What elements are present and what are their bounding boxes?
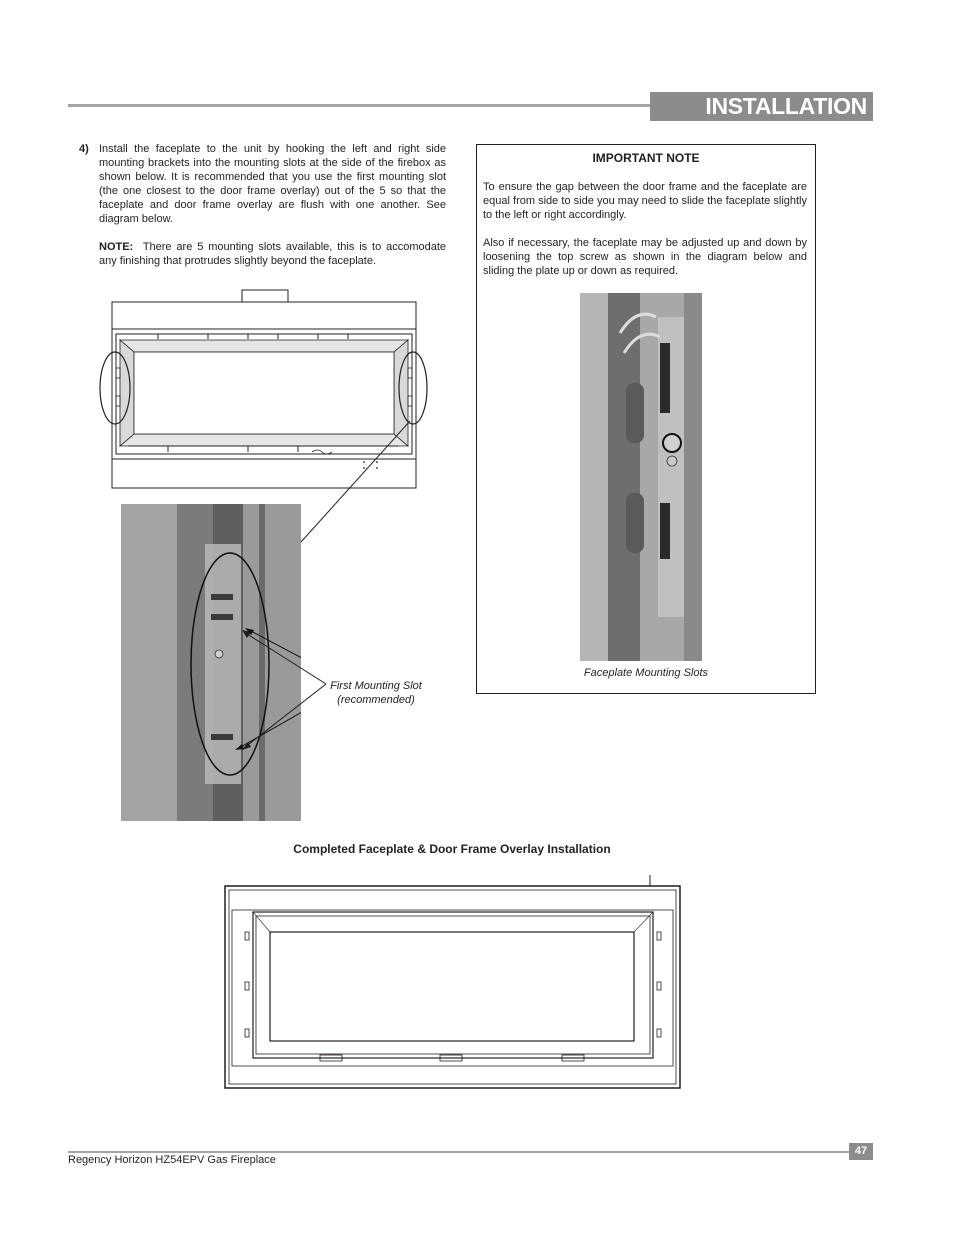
important-note-para1: To ensure the gap between the door frame and the faceplate are equal from side to side you may need to slide the faceplate slightly to the left or right accordingly. xyxy=(483,181,807,221)
important-note-title: IMPORTANT NOTE xyxy=(592,151,700,165)
step-note xyxy=(99,240,446,268)
note-label: NOTE: xyxy=(99,241,134,253)
photo-caption: Faceplate Mounting Slots xyxy=(583,667,709,679)
footer-rule xyxy=(68,1151,849,1153)
important-note-box xyxy=(476,144,816,694)
completed-caption: Completed Faceplate & Door Frame Overlay Installation xyxy=(293,842,611,856)
callout-line2: (recommended) xyxy=(337,694,415,706)
step-text: Install the faceplate to the unit by hooking the left and right side mounting brackets into the mounting slots at the side of the firebox as shown below. It is recommended that you use the first mounting slot (the one closest to the door frame overlay) out of the 5 so that the faceplate and door frame overlay are flush with one another. See diagram below. xyxy=(99,143,446,225)
footer-product-name: Regency Horizon HZ54EPV Gas Fireplace xyxy=(68,1154,276,1166)
header-rule xyxy=(68,104,652,107)
note-text: There are 5 mounting slots available, this is to accomodate any finishing that protrudes slightly beyond the faceplate. xyxy=(99,241,447,267)
callout-label xyxy=(318,679,434,707)
callout-line1: First Mounting Slot xyxy=(330,680,422,692)
page-number: 47 xyxy=(849,1143,873,1160)
completed-faceplate-diagram xyxy=(222,872,684,1092)
faceplate-slots-photo xyxy=(580,293,702,661)
step-4 xyxy=(79,142,446,268)
callout-arrows xyxy=(240,620,330,760)
important-note-para2: Also if necessary, the faceplate may be adjusted up and down by loosening the top screw as shown in the diagram below and sliding the plate up or down as required. xyxy=(483,237,807,277)
step-number: 4) xyxy=(79,143,89,155)
section-title: INSTALLATION xyxy=(650,92,873,121)
